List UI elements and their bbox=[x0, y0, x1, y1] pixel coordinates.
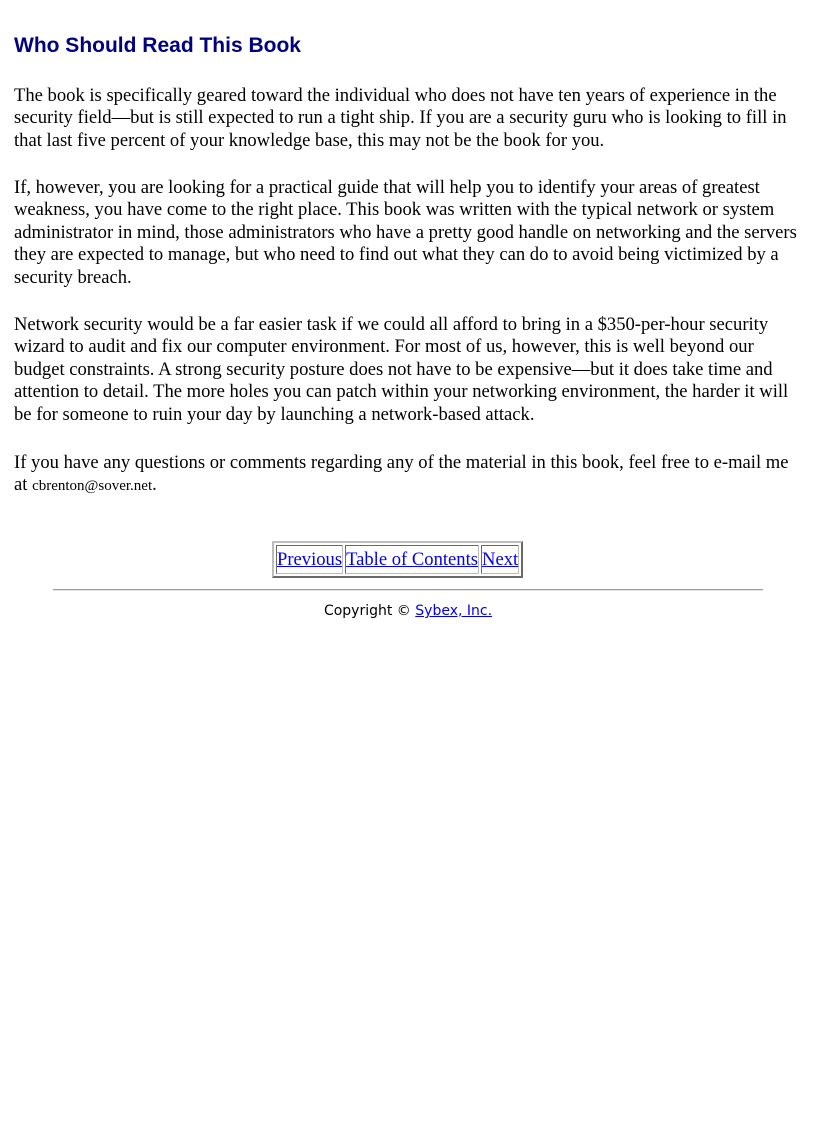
paragraph-intro: The book is specifically geared toward the individual who does not have ten years of experience in the security field—but is still expected to run a tight ship. If you are a security guru who is looking to fill in that last five percent of your knowledge base, this may not be the book for you. bbox=[14, 85, 787, 151]
paragraph-budget: Network security would be a far easier task if we could all afford to bring in a $350-per-hour security wizard to audit and fix our computer environment. For most of us, however, this is well beyond our budget constraints. A strong security posture does not have to be expensive—but it does take time and attention to detail. The more holes you can patch within your networking environment, the harder it will be for someone to ruin your day by launching a network-based attack. bbox=[14, 314, 789, 425]
navigation-row bbox=[276, 545, 519, 574]
copyright-text: Copyright © bbox=[323, 603, 416, 619]
contact-period: . bbox=[152, 474, 157, 496]
table-of-contents-link[interactable]: Table of Contents bbox=[346, 549, 479, 570]
nav-cell-toc bbox=[345, 545, 479, 574]
publisher-link[interactable]: Sybex, Inc. bbox=[415, 603, 493, 619]
navigation-table bbox=[272, 541, 523, 578]
copyright-footer bbox=[0, 602, 816, 620]
contact-email: cbrenton@sover.net bbox=[32, 478, 153, 495]
previous-link[interactable]: Previous bbox=[277, 549, 343, 570]
paragraph-audience: If, however, you are looking for a practical guide that will help you to identify your areas of greatest weakness, you have come to the right place. This book was written with the typical network or system administrator in mind, those administrators who have a pretty good handle on networking and the servers they are expected to manage, but who need to find out what they can do to avoid being victimized by a security breach. bbox=[14, 177, 797, 288]
contact-text: If you have any questions or comments regarding any of the material in this book, feel free to e-mail me at bbox=[14, 452, 789, 496]
nav-cell-previous bbox=[276, 545, 343, 574]
page-title: Who Should Read This Book bbox=[14, 34, 301, 57]
horizontal-divider bbox=[53, 589, 763, 591]
nav-cell-next bbox=[481, 545, 519, 574]
next-link[interactable]: Next bbox=[482, 549, 519, 570]
paragraph-contact bbox=[14, 452, 804, 498]
